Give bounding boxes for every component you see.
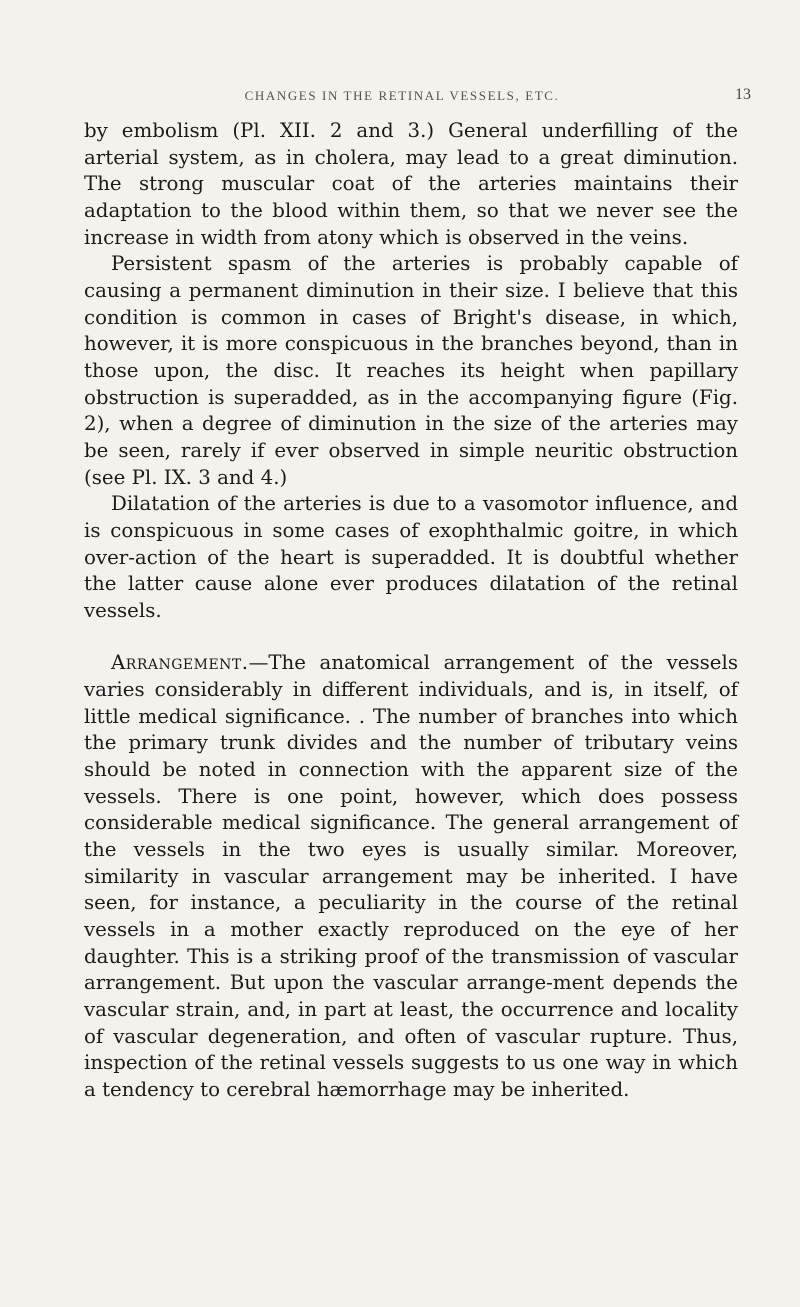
paragraph-dilatation: Dilatation of the arteries is due to a vasomotor influence, and is conspicuous in some cases of exophthalmic goitre, in which over-action of the heart is superadded. It is doubtful whether the latter cause alone ever produces dilatation of the retinal vessels. bbox=[84, 492, 738, 622]
paragraph-arrangement bbox=[84, 650, 738, 1103]
arrangement-text: —The anatomical arrangement of the vessels varies considerably in different individuals, and is, in itself, of little medical significance. . The number of branches into which the primary trunk divides and the number of tributary veins should be noted in connection with the apparent size of the vessels. There is one point, however, which does possess considerable medical significance. The general arrangement of the vessels in the two eyes is usually similar. Moreover, similarity in vascular arrangement may be inherited. I have seen, for instance, a peculiarity in the course of the retinal vessels in a mother exactly reproduced on the eye of her daughter. This is a striking proof of the transmission of vascular arrangement. But upon the vascular arrange-ment depends the vascular strain, and, in part at least, the occurrence and locality of vascular degeneration, and often of vascular rupture. Thus, inspection of the retinal vessels suggests to us one way in which a tendency to cerebral hæmorrhage may be inherited. bbox=[84, 651, 738, 1101]
section-heading-arrangement: Arrangement. bbox=[111, 651, 249, 675]
body-text bbox=[84, 118, 738, 1104]
page-number: 13 bbox=[735, 86, 751, 103]
running-head: CHANGES IN THE RETINAL VESSELS, ETC. bbox=[244, 88, 560, 103]
paragraph-embolism: by embolism (Pl. XII. 2 and 3.) General underfilling of the arterial system, as in cholera, may lead to a great diminution. The strong muscular coat of the arteries maintains their adaptation to the blood within them, so that we never see the increase in width from atony which is observed in the veins. bbox=[84, 119, 738, 249]
paragraph-persistent-spasm: Persistent spasm of the arteries is probably capable of causing a permanent diminution in their size. I believe that this condition is common in cases of Bright's disease, in which, however, it is more conspicuous in the branches beyond, than in those upon, the disc. It reaches its height when papillary obstruction is superadded, as in the accompanying figure (Fig. 2), when a degree of diminution in the size of the arteries may be seen, rarely if ever observed in simple neuritic obstruction (see Pl. IX. 3 and 4.) bbox=[84, 252, 738, 489]
